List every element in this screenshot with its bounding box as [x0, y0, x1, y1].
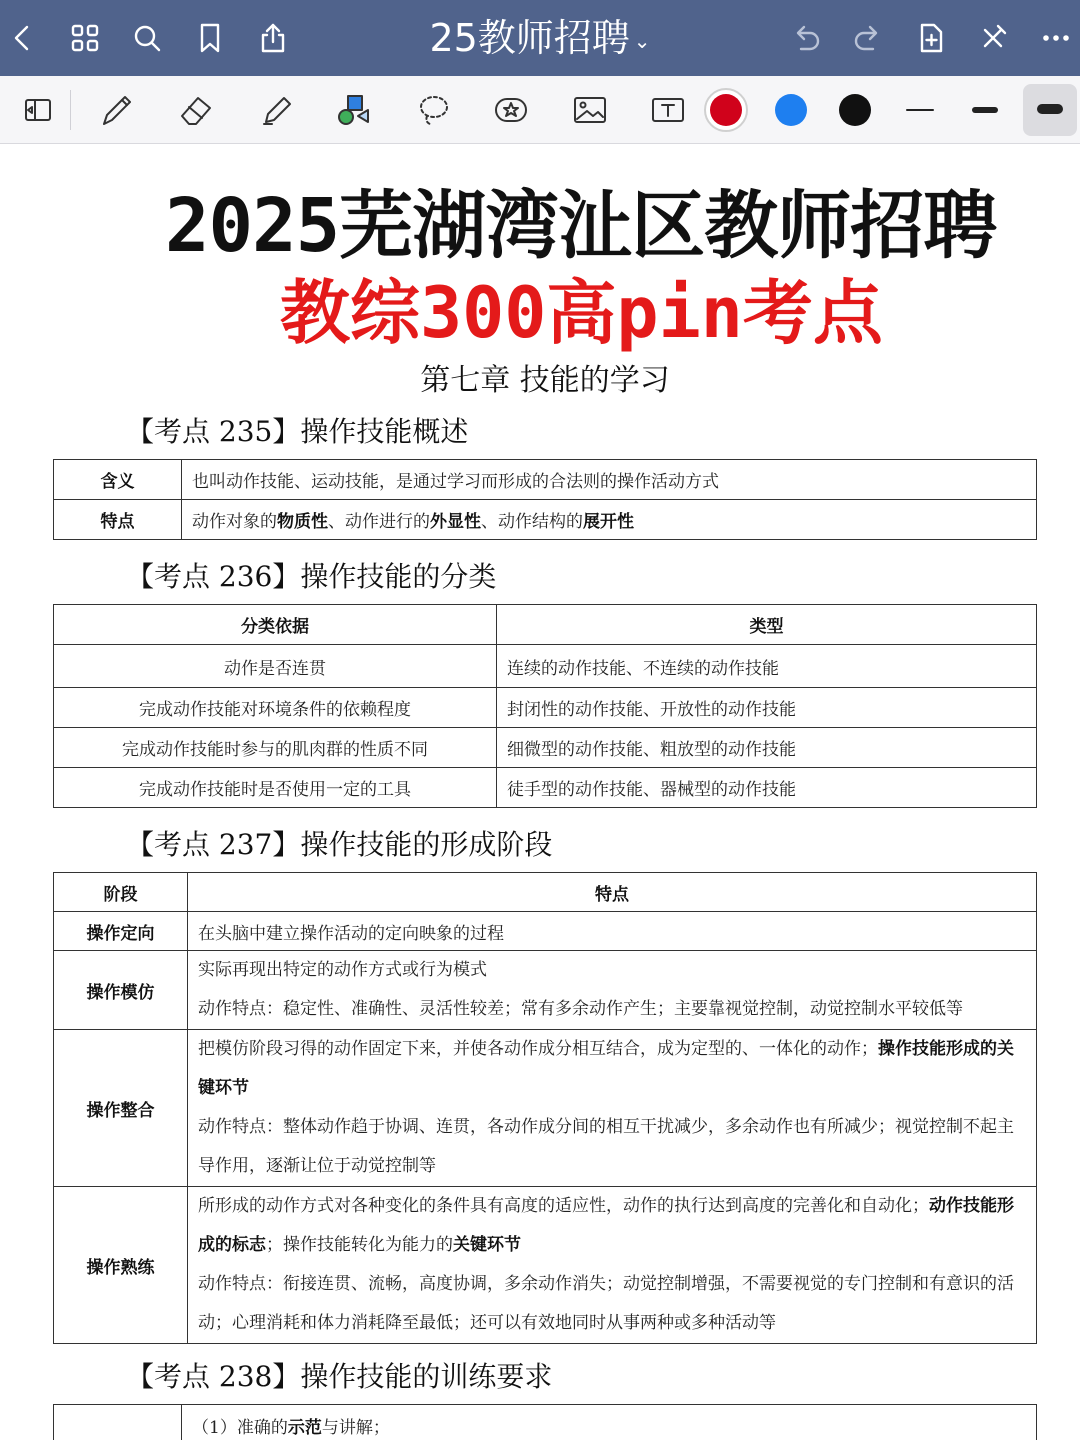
line-weight-thick: [1037, 104, 1063, 114]
text-paragraph: 动作特点：衔接连贯、流畅，高度协调，多余动作消失；动觉控制增强，不需要视觉的专门控制和有意识的活动；心理消耗和体力消耗降至最低；还可以有效地同时从事两种或多种活动等: [198, 1274, 1014, 1333]
share-icon[interactable]: [251, 16, 295, 60]
toolbar-divider: [70, 90, 71, 130]
pen-icon[interactable]: [92, 86, 140, 134]
kp235-table: [53, 459, 1037, 540]
add-page-icon[interactable]: [909, 16, 953, 60]
bold-fragment: 物质性: [277, 512, 328, 532]
bold-fragment: 操作技能形成的关键环节: [198, 1039, 1014, 1098]
stage-label: 操作熟练: [54, 1187, 188, 1344]
table-row: [54, 500, 1037, 540]
bookmark-icon[interactable]: [188, 16, 232, 60]
bold-fragment: 展开性: [583, 512, 634, 532]
text-fragment: 、动作结构的: [481, 512, 583, 532]
stage-text: [188, 951, 1037, 1030]
table-row: [54, 768, 1037, 808]
table-cell: [182, 1405, 1037, 1440]
kp235-text-meaning: 也叫动作技能、运动技能，是通过学习而形成的合法则的操作活动方式: [182, 460, 1037, 500]
table-cell: 动作是否连贯: [54, 645, 497, 688]
shapes-icon[interactable]: [330, 86, 378, 134]
table-cell: 连续的动作技能、不连续的动作技能: [497, 645, 1037, 688]
doc-title: 2025芜湖湾沚区教师招聘: [165, 183, 997, 269]
close-icon[interactable]: [971, 16, 1015, 60]
doc-subtitle: 教综300高pin考点: [280, 272, 883, 354]
bold-fragment: 示范: [287, 1418, 322, 1438]
text-paragraph: [198, 1187, 1026, 1265]
eraser-icon[interactable]: [172, 86, 220, 134]
kp235-label-features: 特点: [54, 500, 182, 540]
table-cell: 封闭性的动作技能、开放性的动作技能: [497, 688, 1037, 728]
stage-text: [188, 1030, 1037, 1187]
column-header: 分类依据: [54, 605, 497, 645]
kp237-heading: 【考点 237】操作技能的形成阶段: [126, 828, 553, 861]
stage-label: 操作模仿: [54, 951, 188, 1030]
text-fragment: 、动作进行的: [328, 512, 430, 532]
table-row: [54, 912, 1037, 951]
image-icon[interactable]: [566, 86, 614, 134]
stage-text: 在头脑中建立操作活动的定向映象的过程: [188, 912, 1037, 951]
text-fragment: 动作对象的: [192, 512, 277, 532]
line-weight-thin[interactable]: [906, 109, 934, 111]
document-title[interactable]: [340, 10, 740, 66]
undo-icon[interactable]: [784, 16, 828, 60]
table-row: [54, 688, 1037, 728]
color-blue-swatch[interactable]: [775, 94, 807, 126]
table-row: [54, 1030, 1037, 1187]
text-icon[interactable]: [644, 86, 692, 134]
more-icon[interactable]: [1034, 16, 1078, 60]
back-icon[interactable]: [0, 16, 44, 60]
annotation-toolbar: [0, 76, 1080, 144]
text-paragraph: 动作特点：整体动作趋于协调、连贯，各动作成分间的相互干扰减少，多余动作也有所减少；视觉控制不起主导作用，逐渐让位于动觉控制等: [198, 1117, 1014, 1176]
kp236-heading: 【考点 236】操作技能的分类: [126, 560, 497, 593]
kp237-table: [53, 872, 1037, 1344]
table-header-row: [54, 873, 1037, 912]
table-cell: 徒手型的动作技能、器械型的动作技能: [497, 768, 1037, 808]
stage-text: [188, 1187, 1037, 1344]
stage-label: 操作整合: [54, 1030, 188, 1187]
table-cell: 完成动作技能时是否使用一定的工具: [54, 768, 497, 808]
panel-icon[interactable]: [14, 86, 62, 134]
text-line: 实际再现出特定的动作方式或行为模式: [198, 960, 487, 980]
text-fragment: 与讲解；: [321, 1418, 390, 1438]
text-line: 动作特点：稳定性、准确性、灵活性较差；常有多余动作产生；主要靠视觉控制，动觉控制水平较低等: [198, 999, 963, 1019]
column-header: 类型: [497, 605, 1037, 645]
table-cell: [54, 1405, 182, 1440]
bold-fragment: 动作技能形成的标志: [198, 1196, 1014, 1255]
search-icon[interactable]: [125, 16, 169, 60]
text-fragment: 把模仿阶段习得的动作固定下来，并使各动作成分相互结合，成为定型的、一体化的动作；: [198, 1039, 878, 1059]
table-row: [54, 1187, 1037, 1344]
column-header: 阶段: [54, 873, 188, 912]
line-weight-medium[interactable]: [972, 107, 998, 113]
text-paragraph: [198, 1030, 1026, 1108]
kp235-text-features: [182, 500, 1037, 540]
table-cell: 完成动作技能时参与的肌肉群的性质不同: [54, 728, 497, 768]
grid-icon[interactable]: [63, 16, 107, 60]
chevron-down-icon: ⌄: [633, 28, 651, 53]
kp238-heading: 【考点 238】操作技能的训练要求: [126, 1360, 553, 1393]
document-page: [0, 145, 1080, 1440]
table-row: [54, 645, 1037, 688]
sticker-icon[interactable]: [487, 86, 535, 134]
table-header-row: [54, 605, 1037, 645]
top-nav-bar: [0, 0, 1080, 76]
kp236-table: [53, 604, 1037, 808]
table-row: [54, 460, 1037, 500]
highlighter-icon[interactable]: [252, 86, 300, 134]
column-header: 特点: [188, 873, 1037, 912]
text-fragment: 所形成的动作方式对各种变化的条件具有高度的适应性，动作的执行达到高度的完善化和自动化；: [198, 1196, 929, 1216]
bold-fragment: 关键环节: [453, 1235, 521, 1255]
kp235-heading: 【考点 235】操作技能概述: [126, 415, 469, 448]
document-title-text: 25教师招聘: [429, 16, 630, 60]
color-black-swatch[interactable]: [839, 94, 871, 126]
text-fragment: （1）准确的: [192, 1418, 288, 1438]
table-cell: 细微型的动作技能、粗放型的动作技能: [497, 728, 1037, 768]
text-fragment: ；操作技能转化为能力的: [266, 1235, 453, 1255]
redo-icon[interactable]: [846, 16, 890, 60]
line-weight-thick-selected[interactable]: [1023, 84, 1077, 136]
table-cell: 完成动作技能对环境条件的依赖程度: [54, 688, 497, 728]
kp235-label-meaning: 含义: [54, 460, 182, 500]
table-row: [54, 728, 1037, 768]
chapter-heading: 第七章 技能的学习: [420, 363, 670, 398]
lasso-icon[interactable]: [409, 86, 457, 134]
kp238-table: [53, 1404, 1037, 1440]
table-row: [54, 1405, 1037, 1440]
color-red-swatch[interactable]: [710, 94, 742, 126]
stage-label: 操作定向: [54, 912, 188, 951]
table-row: [54, 951, 1037, 1030]
bold-fragment: 外显性: [430, 512, 481, 532]
